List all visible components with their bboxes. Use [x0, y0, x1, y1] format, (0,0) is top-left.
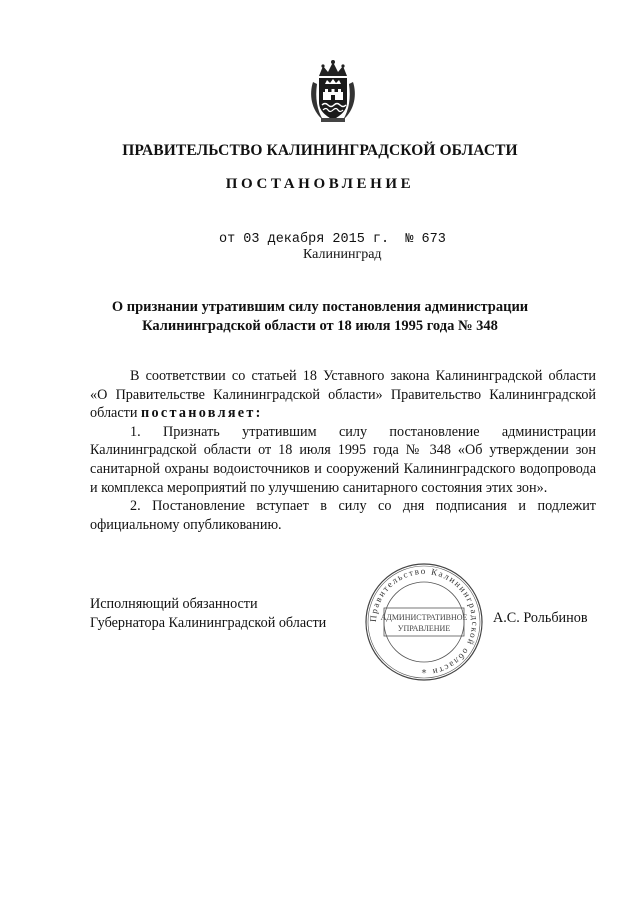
preamble-text: В соответствии со статьей 18 Уставного закона Калининградской области «О Правительстве Калининградской области» Правительство Калининградской области — [90, 368, 596, 422]
official-round-seal-icon — [362, 560, 486, 684]
item-1-paragraph: 1. Признать утратившим силу постановление администрации Калининградской области от 18 июля 1995 года № 348 «Об утверждении зон санитарной охраны водоисточников и сооружений Калининградского водопровода и комплекса мероприятий по улучшению санитарного состояния этих зон». — [90, 423, 596, 496]
subject-line-1: О признании утратившим силу постановления администрации — [111, 299, 529, 315]
decree-word: постановляет: — [140, 405, 263, 422]
document-type: ПОСТАНОВЛЕНИЕ — [225, 176, 415, 192]
subject-line-2: Калининградской области от 18 июля 1995 года № 348 — [142, 318, 498, 334]
signatory-position-line-2: Губернатора Калининградской области — [90, 614, 327, 631]
organization-title: ПРАВИТЕЛЬСТВО КАЛИНИНГРАДСКОЙ ОБЛАСТИ — [122, 142, 518, 159]
seal-inner-line-1: АДМИНИСТРАТИВНОЕ — [380, 613, 468, 622]
kaliningrad-coat-of-arms-icon — [309, 58, 357, 124]
document-body — [90, 367, 596, 534]
signatory-position — [90, 595, 326, 632]
document-date-number: от 03 декабря 2015 г. № 673 — [219, 232, 446, 247]
seal-ring-text: Правительство Калининградской области — [367, 565, 481, 678]
item-2-paragraph: 2. Постановление вступает в силу со дня подписания и подлежит официальному опубликованию. — [90, 498, 596, 533]
seal-inner-line-2: УПРАВЛЕНИЕ — [397, 624, 451, 633]
signatory-position-line-1: Исполняющий обязанности — [90, 596, 258, 612]
document-subject — [0, 298, 640, 336]
document-city: Калининград — [303, 247, 382, 262]
svg-text:*: * — [421, 668, 427, 679]
preamble-paragraph — [90, 367, 596, 423]
signatory-name: А.С. Рольбинов — [493, 610, 588, 626]
